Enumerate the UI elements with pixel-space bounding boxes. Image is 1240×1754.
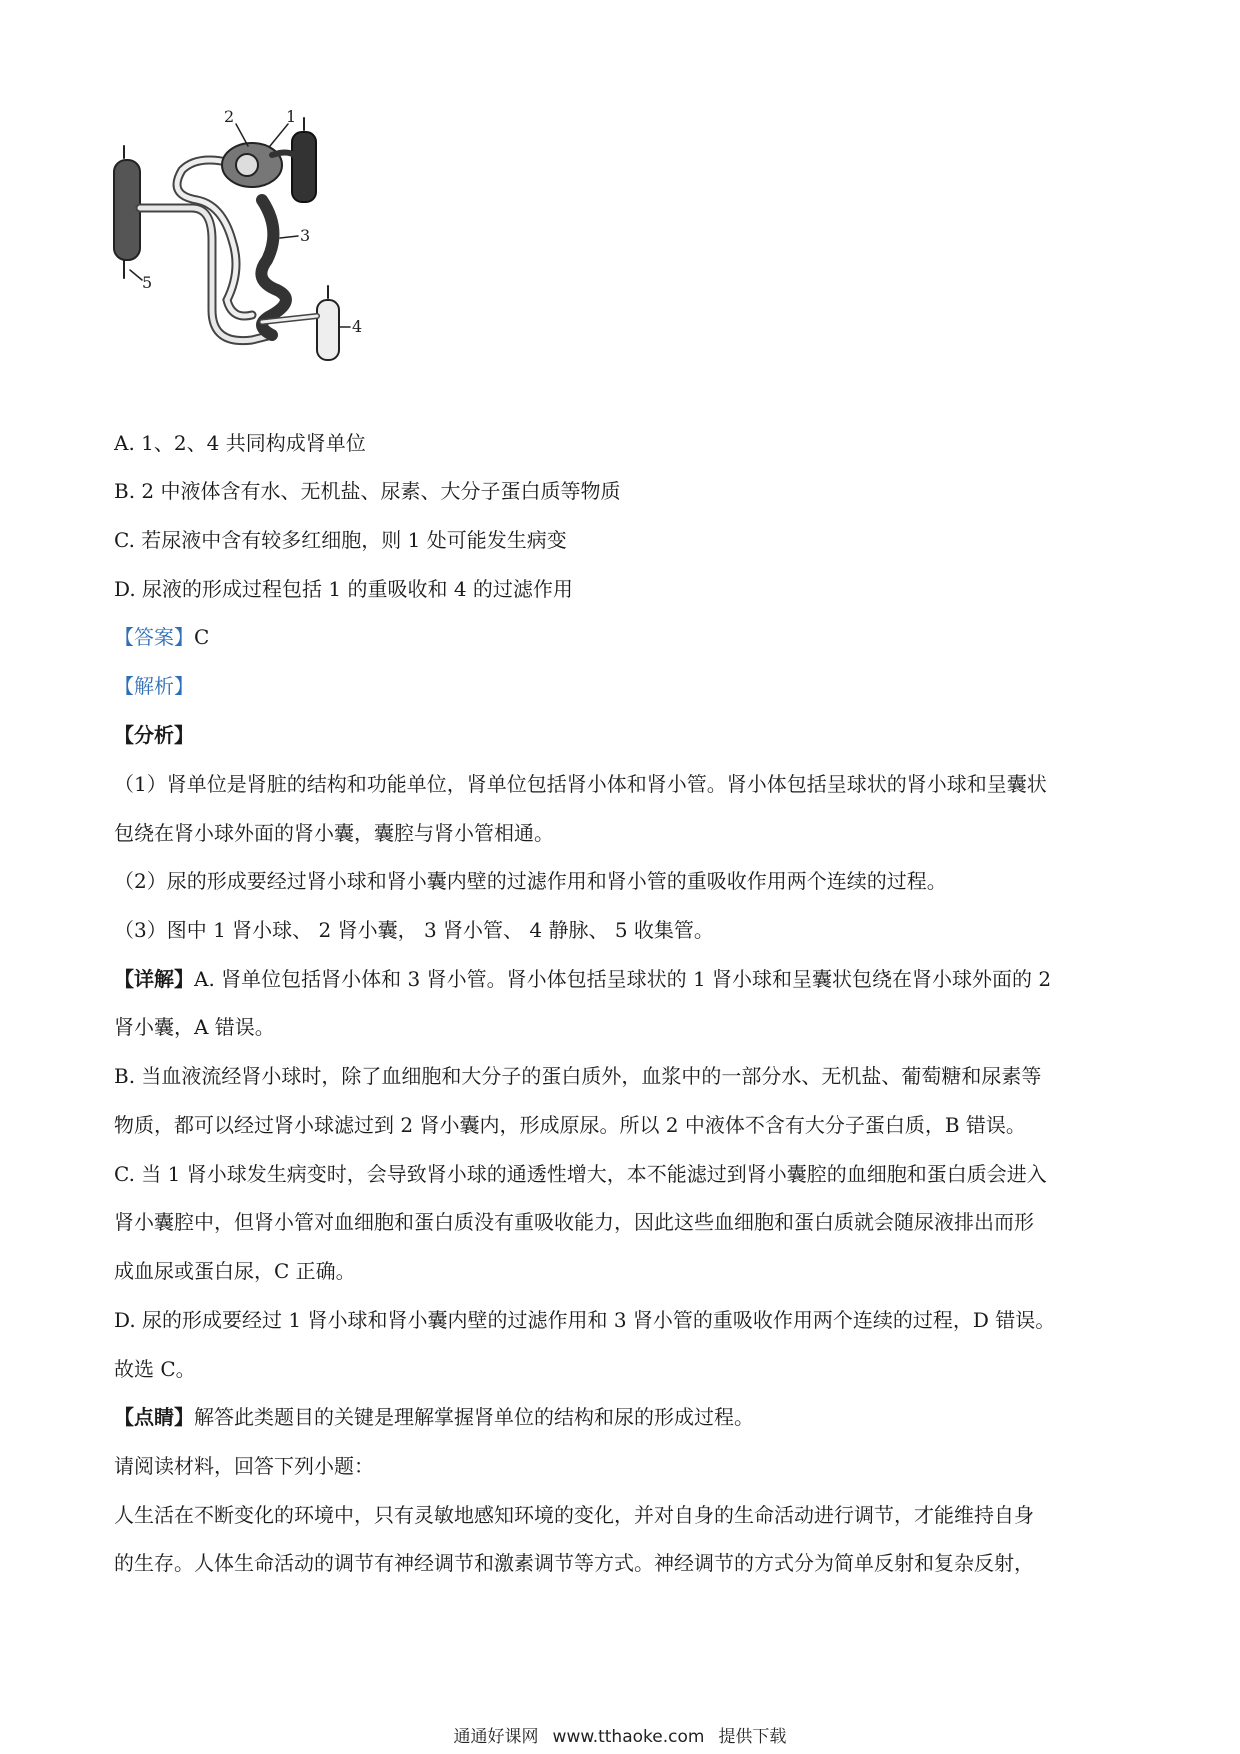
diagram-label-2: 2	[224, 110, 235, 126]
nephron-diagram	[112, 110, 412, 410]
analysis-p2: （2）尿的形成要经过肾小球和肾小囊内壁的过滤作用和肾小管的重吸收作用两个连续的过程。	[114, 869, 947, 893]
diagram-label-4: 4	[352, 317, 363, 336]
explain-tag: 【解析】	[114, 674, 194, 698]
explain-line	[114, 671, 1134, 701]
footer-site: 通通好课网	[453, 1727, 539, 1747]
detail-c-line3: 成血尿或蛋白尿，C 正确。	[114, 1259, 356, 1283]
analysis-p3: （3）图中 1 肾小球、 2 肾小囊， 3 肾小管、 4 静脉、 5 收集管。	[114, 918, 714, 942]
diagram-label-1: 1	[286, 110, 297, 126]
option-b: B. 2 中液体含有水、无机盐、尿素、大分子蛋白质等物质	[114, 479, 621, 503]
detail-a-line2: 肾小囊，A 错误。	[114, 1015, 275, 1039]
diagram-label-5: 5	[142, 273, 153, 292]
detail-a-line1	[114, 964, 1134, 994]
detail-d-line1: D. 尿的形成要经过 1 肾小球和肾小囊内壁的过滤作用和 3 肾小管的重吸收作用两个连续的过程，D 错误。	[114, 1308, 1056, 1332]
option-c: C. 若尿液中含有较多红细胞，则 1 处可能发生病变	[114, 528, 567, 552]
detail-tag: 【详解】	[114, 967, 194, 991]
answer-tag: 【答案】	[114, 625, 194, 649]
detail-b-line1: B. 当血液流经肾小球时，除了血细胞和大分子的蛋白质外，血浆中的一部分水、无机盐、葡萄糖和尿素等	[114, 1064, 1042, 1088]
tip-text: 解答此类题目的关键是理解掌握肾单位的结构和尿的形成过程。	[194, 1405, 754, 1429]
analysis-tag: 【分析】	[114, 723, 194, 747]
analysis-p1-line2: 包绕在肾小球外面的肾小囊，囊腔与肾小管相通。	[114, 821, 554, 845]
footer-action: 提供下载	[718, 1727, 787, 1747]
detail-a-text: A. 肾单位包括肾小体和 3 肾小管。肾小体包括呈球状的 1 肾小球和呈囊状包绕在肾小球外面的 2	[194, 967, 1052, 991]
option-d: D. 尿液的形成过程包括 1 的重吸收和 4 的过滤作用	[114, 577, 573, 601]
footer-url[interactable]: www.tthaoke.com	[552, 1727, 705, 1747]
detail-c-line2: 肾小囊腔中，但肾小管对血细胞和蛋白质没有重吸收能力，因此这些血细胞和蛋白质就会随尿液排出而形	[114, 1210, 1034, 1234]
detail-conclusion: 故选 C。	[114, 1357, 196, 1381]
footer	[0, 1722, 1240, 1747]
answer-line	[114, 622, 1134, 652]
detail-b-line2: 物质，都可以经过肾小球滤过到 2 肾小囊内，形成原尿。所以 2 中液体不含有大分子蛋白质，B 错误。	[114, 1113, 1026, 1137]
tip-tag: 【点睛】	[114, 1405, 194, 1429]
detail-c-line1: C. 当 1 肾小球发生病变时，会导致肾小球的通透性增大，本不能滤过到肾小囊腔的血细胞和蛋白质会进入	[114, 1162, 1047, 1186]
tip-line	[114, 1402, 1134, 1432]
diagram-label-3: 3	[300, 226, 311, 245]
option-a: A. 1、2、4 共同构成肾单位	[114, 431, 366, 455]
reading-line1: 人生活在不断变化的环境中，只有灵敏地感知环境的变化，并对自身的生命活动进行调节，才能维持自身	[114, 1503, 1034, 1527]
answer-value: C	[194, 625, 210, 649]
reading-line2: 的生存。人体生命活动的调节有神经调节和激素调节等方式。神经调节的方式分为简单反射和复杂反射，	[114, 1551, 1034, 1575]
reading-prompt: 请阅读材料，回答下列小题：	[114, 1454, 374, 1478]
analysis-p1-line1: （1）肾单位是肾脏的结构和功能单位，肾单位包括肾小体和肾小管。肾小体包括呈球状的肾小球和呈囊状	[114, 772, 1047, 796]
